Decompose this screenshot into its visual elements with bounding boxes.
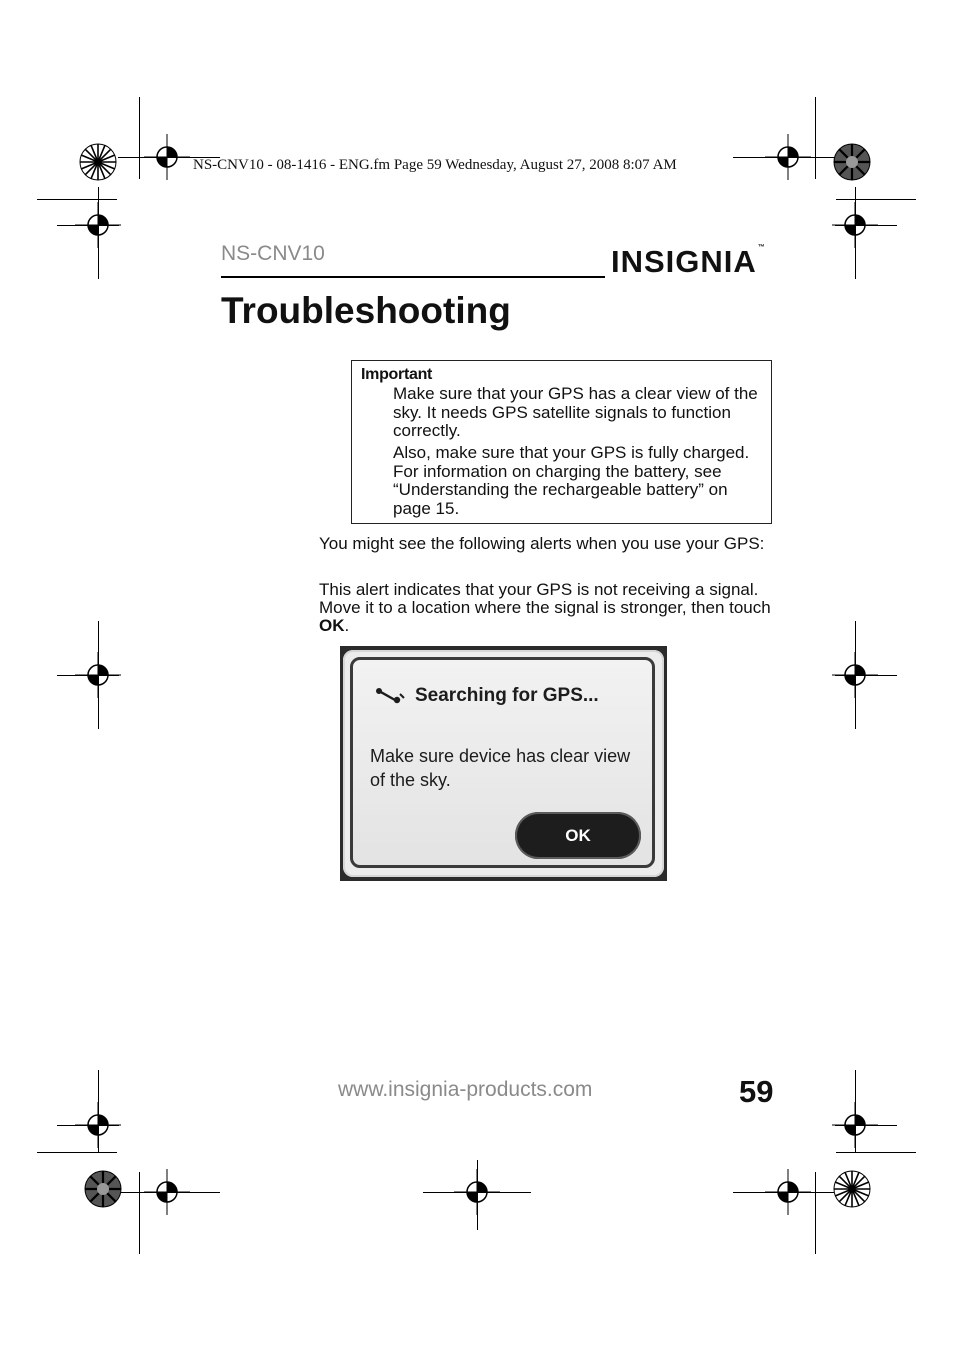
dialog-message: Make sure device has clear view of the sky. xyxy=(370,746,631,790)
registration-mark-icon xyxy=(832,1102,878,1148)
starburst-target-icon xyxy=(833,143,871,181)
ok-emphasis: OK xyxy=(319,616,345,635)
alert-text-end: . xyxy=(344,616,350,635)
brand-logo-text: INSIGNIA xyxy=(611,244,757,279)
ok-button[interactable]: OK xyxy=(515,812,641,859)
alert-text: This alert indicates that your GPS is not receiving a signal. Move it to a location where the signal is stronger, then touch xyxy=(319,580,771,617)
trademark-mark: ™ xyxy=(757,244,766,251)
registration-mark-icon xyxy=(454,1169,500,1215)
header-rule xyxy=(221,276,605,278)
starburst-target-icon xyxy=(79,143,117,181)
footer-url: www.insignia-products.com xyxy=(338,1078,593,1101)
page-number: 59 xyxy=(739,1074,774,1109)
page-title: Troubleshooting xyxy=(221,290,511,331)
registration-mark-icon xyxy=(832,202,878,248)
registration-mark-icon xyxy=(75,1102,121,1148)
registration-mark-icon xyxy=(832,652,878,698)
model-name: NS-CNV10 xyxy=(221,242,325,265)
note-paragraph: Make sure that your GPS has a clear view of the sky. It needs GPS satellite signals to function correctly. xyxy=(393,384,758,440)
important-note xyxy=(351,360,772,524)
registration-mark-icon xyxy=(144,1169,190,1215)
print-slug: NS-CNV10 - 08-1416 - ENG.fm Page 59 Wednesday, August 27, 2008 8:07 AM xyxy=(193,157,677,173)
starburst-target-icon xyxy=(833,1170,871,1208)
gps-alert-screenshot xyxy=(340,646,667,881)
dialog-title: Searching for GPS... xyxy=(415,685,599,706)
registration-mark-icon xyxy=(75,652,121,698)
brand-logo xyxy=(611,244,766,280)
registration-mark-icon xyxy=(765,134,811,180)
registration-mark-icon xyxy=(75,202,121,248)
alert-dialog-frame xyxy=(350,657,655,868)
note-heading: Important xyxy=(361,366,433,383)
note-paragraph: Also, make sure that your GPS is fully charged. For information on charging the battery, see “Understanding the rechargeable battery” on page 15. xyxy=(393,443,750,518)
alert-dialog xyxy=(343,650,664,877)
registration-mark-icon xyxy=(144,134,190,180)
registration-mark-icon xyxy=(765,1169,811,1215)
starburst-target-icon xyxy=(84,1170,122,1208)
intro-paragraph: You might see the following alerts when you use your GPS: xyxy=(319,534,765,553)
alert-description xyxy=(319,581,775,635)
satellite-icon xyxy=(375,687,405,705)
